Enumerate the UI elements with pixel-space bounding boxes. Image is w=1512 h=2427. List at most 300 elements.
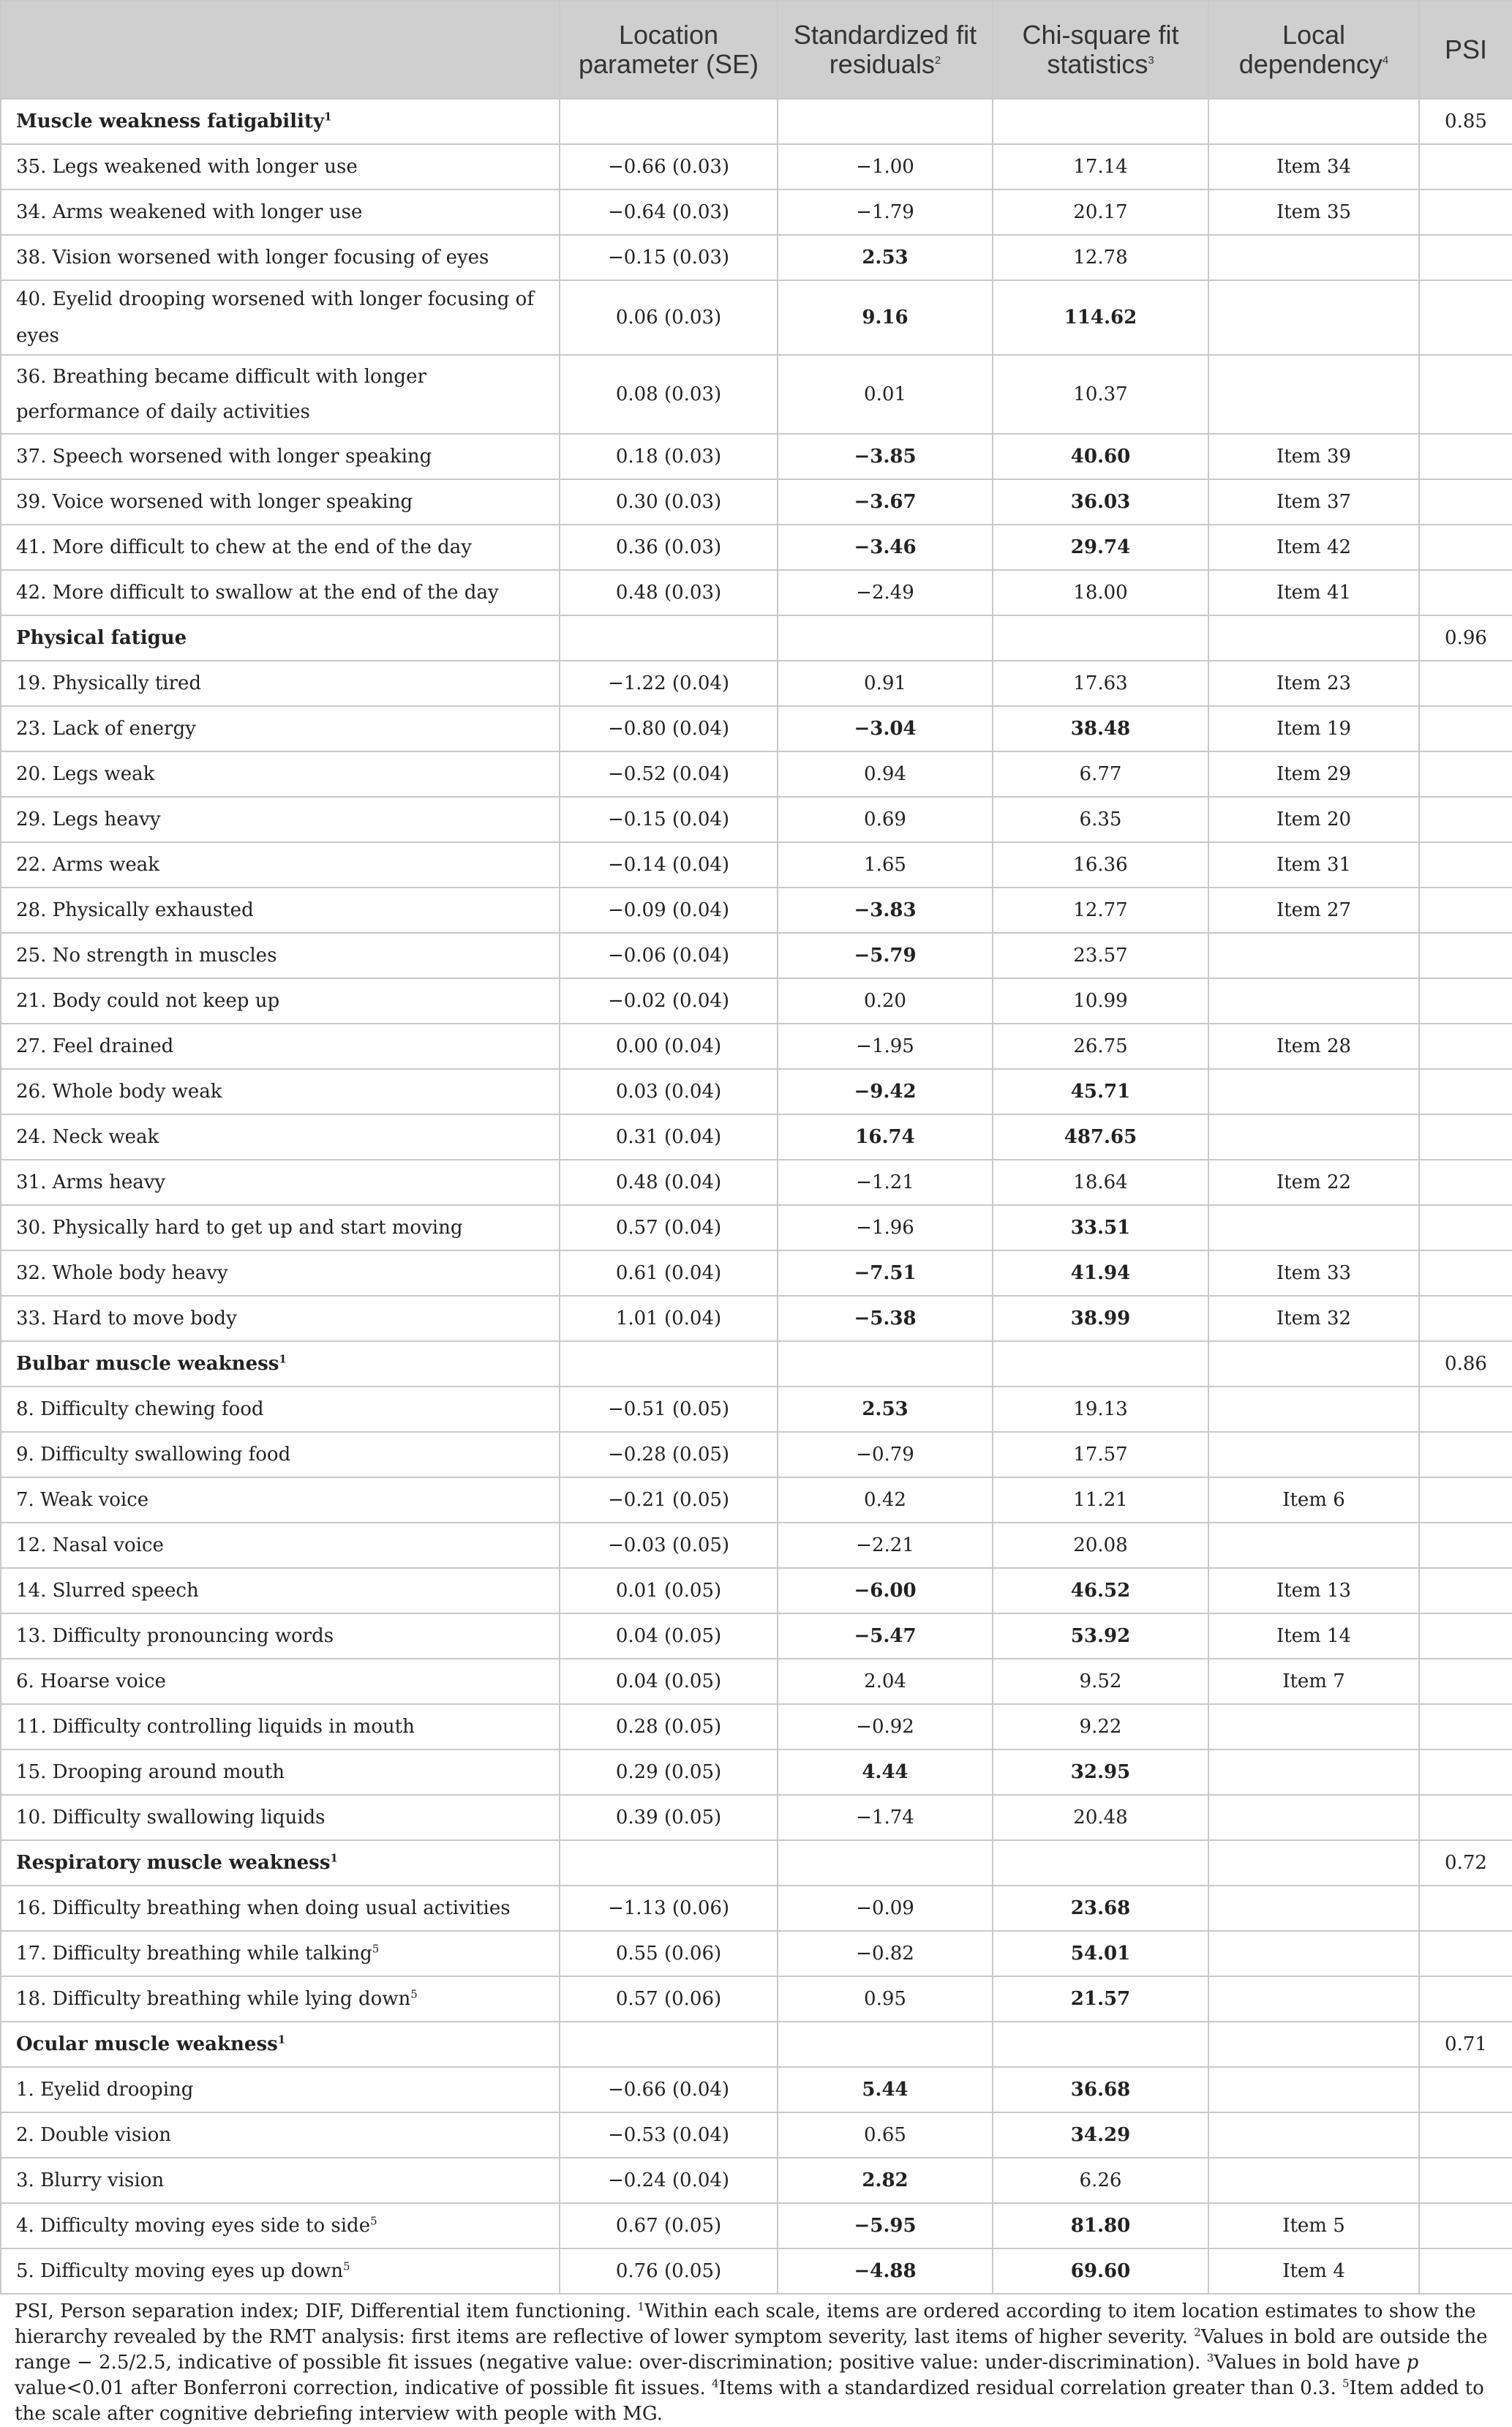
psi-empty [1419,1795,1512,1840]
item-label: 25. No strength in muscles [16,945,277,967]
local-dependency [1208,933,1419,978]
local-dependency [1208,1931,1419,1976]
local-dependency: Item 4 [1208,2248,1419,2294]
psi-empty [1419,355,1512,434]
item-label: 26. Whole body weak [16,1081,222,1103]
chi-square-statistic: 114.62 [993,280,1208,355]
chi-square-statistic: 69.60 [993,2248,1208,2294]
empty-cell [560,615,778,661]
table-row [1,1795,1512,1840]
header-chisq-footnote-mark: 3 [1148,54,1154,67]
item-cell [1,1296,560,1341]
chi-square-statistic: 29.74 [993,525,1208,570]
psi-empty [1419,751,1512,797]
table-row [1,1523,1512,1568]
psi-empty [1419,888,1512,933]
chi-square-statistic: 10.99 [993,978,1208,1024]
item-label: 22. Arms weak [16,854,159,876]
item-cell [1,1886,560,1931]
item-label: 27. Feel drained [16,1035,174,1057]
psi-empty [1419,2112,1512,2158]
local-dependency [1208,355,1419,434]
empty-cell [560,2022,778,2067]
standardized-residual: 4.44 [778,1749,993,1795]
standardized-residual: 0.01 [778,355,993,434]
psi-empty [1419,978,1512,1024]
table-row [1,1886,1512,1931]
location-parameter: −0.14 (0.04) [560,842,778,888]
local-dependency: Item 35 [1208,190,1419,235]
item-label: 21. Body could not keep up [16,990,280,1012]
empty-cell [993,2022,1208,2067]
item-label: 18. Difficulty breathing while lying down [16,1988,411,2010]
item-label: 30. Physically hard to get up and start moving [16,1217,463,1239]
chi-square-statistic: 32.95 [993,1749,1208,1795]
standardized-residual: 16.74 [778,1114,993,1160]
header-localdep-footnote-mark: 4 [1382,54,1389,67]
location-parameter: −0.15 (0.03) [560,235,778,280]
psi-empty [1419,2248,1512,2294]
psi-empty [1419,1477,1512,1523]
chi-square-statistic: 19.13 [993,1387,1208,1432]
location-parameter: 0.76 (0.05) [560,2248,778,2294]
header-item [1,1,560,99]
psi-empty [1419,1613,1512,1659]
header-chisq-label: Chi-square fit statistics [1022,20,1179,79]
location-parameter: 0.29 (0.05) [560,1749,778,1795]
empty-cell [1208,1840,1419,1886]
item-cell [1,479,560,525]
location-parameter: 0.08 (0.03) [560,355,778,434]
table-row [1,190,1512,235]
psi-empty [1419,797,1512,842]
empty-cell [778,1341,993,1387]
standardized-residual: −5.79 [778,933,993,978]
item-label: 8. Difficulty chewing food [16,1398,264,1420]
empty-cell [1208,1341,1419,1387]
chi-square-statistic: 34.29 [993,2112,1208,2158]
location-parameter: −1.13 (0.06) [560,1886,778,1931]
chi-square-statistic: 41.94 [993,1250,1208,1296]
item-cell [1,525,560,570]
psi-empty [1419,479,1512,525]
location-parameter: −0.06 (0.04) [560,933,778,978]
location-parameter: 0.28 (0.05) [560,1704,778,1749]
location-parameter: 0.03 (0.04) [560,1069,778,1114]
standardized-residual: −3.67 [778,479,993,525]
standardized-residual: 0.42 [778,1477,993,1523]
location-parameter: −0.03 (0.05) [560,1523,778,1568]
psi-value: 0.72 [1419,1840,1512,1886]
standardized-residual: −9.42 [778,1069,993,1114]
local-dependency: Item 41 [1208,570,1419,615]
item-footnote-mark: 5 [372,1942,380,1956]
chi-square-statistic: 38.48 [993,706,1208,751]
item-label: 28. Physically exhausted [16,899,254,921]
chi-square-statistic: 33.51 [993,1205,1208,1250]
item-cell [1,1749,560,1795]
empty-cell [993,1840,1208,1886]
footnote-3-p-italic: p [1406,2352,1419,2374]
location-parameter: 0.36 (0.03) [560,525,778,570]
item-cell [1,434,560,479]
item-label: 34. Arms weakened with longer use [16,201,363,223]
local-dependency [1208,2158,1419,2203]
location-parameter: 0.01 (0.05) [560,1568,778,1613]
item-cell [1,751,560,797]
location-parameter: −0.24 (0.04) [560,2158,778,2203]
empty-cell [560,1341,778,1387]
psi-empty [1419,1205,1512,1250]
standardized-residual: −1.21 [778,1160,993,1205]
location-parameter: 0.61 (0.04) [560,1250,778,1296]
table-row [1,1477,1512,1523]
item-cell [1,1795,560,1840]
psi-empty [1419,1886,1512,1931]
chi-square-statistic: 36.03 [993,479,1208,525]
item-cell [1,1931,560,1976]
chi-square-statistic: 36.68 [993,2067,1208,2112]
local-dependency [1208,2067,1419,2112]
item-cell [1,842,560,888]
psi-empty [1419,842,1512,888]
section-row [1,1840,1512,1886]
location-parameter: 0.48 (0.03) [560,570,778,615]
empty-cell [778,2022,993,2067]
empty-cell [993,1341,1208,1387]
header-localdep-label: Local dependency [1238,20,1383,79]
standardized-residual: 0.95 [778,1976,993,2022]
location-parameter: 0.04 (0.05) [560,1613,778,1659]
item-cell [1,1432,560,1477]
item-cell [1,1069,560,1114]
standardized-residual: −0.79 [778,1432,993,1477]
location-parameter: −0.15 (0.04) [560,797,778,842]
section-name [1,1341,560,1387]
item-label: 16. Difficulty breathing when doing usual activities [16,1897,511,1919]
item-cell [1,1387,560,1432]
standardized-residual: 9.16 [778,280,993,355]
item-label: 3. Blurry vision [16,2169,165,2191]
item-cell [1,1024,560,1069]
local-dependency: Item 5 [1208,2203,1419,2248]
chi-square-statistic: 9.52 [993,1659,1208,1704]
location-parameter: −0.66 (0.03) [560,144,778,190]
item-cell [1,144,560,190]
chi-square-statistic: 17.63 [993,661,1208,706]
local-dependency [1208,1886,1419,1931]
section-row [1,2022,1512,2067]
item-cell [1,978,560,1024]
footnote-mark-2: 2 [1194,2325,1201,2339]
section-name [1,99,560,144]
table-row [1,1704,1512,1749]
table-row [1,355,1512,434]
item-label: 20. Legs weak [16,763,155,785]
psi-empty [1419,525,1512,570]
item-label: 39. Voice worsened with longer speaking [16,491,413,513]
psi-empty [1419,661,1512,706]
standardized-residual: −7.51 [778,1250,993,1296]
chi-square-statistic: 81.80 [993,2203,1208,2248]
section-footnote-mark: 1 [324,110,332,124]
item-label: 12. Nasal voice [16,1534,164,1556]
section-row [1,1341,1512,1387]
footnote-mark-4: 4 [712,2377,719,2390]
location-parameter: −0.64 (0.03) [560,190,778,235]
psi-empty [1419,2067,1512,2112]
table-row [1,661,1512,706]
standardized-residual: −4.88 [778,2248,993,2294]
standardized-residual: −5.38 [778,1296,993,1341]
location-parameter: −0.28 (0.05) [560,1432,778,1477]
item-label: 17. Difficulty breathing while talking [16,1943,372,1965]
location-parameter: 0.04 (0.05) [560,1659,778,1704]
psi-empty [1419,1523,1512,1568]
item-cell [1,2248,560,2294]
standardized-residual: −3.46 [778,525,993,570]
local-dependency [1208,1114,1419,1160]
psi-empty [1419,190,1512,235]
chi-square-statistic: 20.48 [993,1795,1208,1840]
standardized-residual: −3.83 [778,888,993,933]
location-parameter: 0.31 (0.04) [560,1114,778,1160]
table-row [1,570,1512,615]
local-dependency [1208,2112,1419,2158]
location-parameter: −0.02 (0.04) [560,978,778,1024]
section-title: Physical fatigue [16,627,187,649]
local-dependency: Item 7 [1208,1659,1419,1704]
standardized-residual: 0.94 [778,751,993,797]
local-dependency: Item 33 [1208,1250,1419,1296]
standardized-residual: 2.53 [778,235,993,280]
psi-empty [1419,1160,1512,1205]
item-cell [1,1160,560,1205]
item-cell [1,706,560,751]
chi-square-statistic: 6.77 [993,751,1208,797]
section-row [1,615,1512,661]
item-label: 24. Neck weak [16,1126,159,1148]
chi-square-statistic: 53.92 [993,1613,1208,1659]
item-label: 36. Breathing became difficult with longer performance of daily activities [16,366,426,423]
item-cell [1,2203,560,2248]
standardized-residual: 0.69 [778,797,993,842]
header-row [1,1,1512,99]
location-parameter: 0.57 (0.04) [560,1205,778,1250]
item-label: 37. Speech worsened with longer speaking [16,446,432,468]
section-footnote-mark: 1 [277,2033,286,2047]
psi-value: 0.86 [1419,1341,1512,1387]
empty-cell [560,1840,778,1886]
location-parameter: 0.67 (0.05) [560,2203,778,2248]
section-title: Respiratory muscle weakness [16,1852,331,1874]
table-row [1,751,1512,797]
table-row [1,1568,1512,1613]
chi-square-statistic: 9.22 [993,1704,1208,1749]
chi-square-statistic: 40.60 [993,434,1208,479]
table-row [1,280,1512,355]
chi-square-statistic: 20.17 [993,190,1208,235]
chi-square-statistic: 12.78 [993,235,1208,280]
psi-empty [1419,570,1512,615]
chi-square-statistic: 17.14 [993,144,1208,190]
chi-square-statistic: 46.52 [993,1568,1208,1613]
item-label: 32. Whole body heavy [16,1262,228,1284]
table-row [1,479,1512,525]
item-label: 33. Hard to move body [16,1308,237,1329]
item-cell [1,1250,560,1296]
local-dependency: Item 29 [1208,751,1419,797]
chi-square-statistic: 487.65 [993,1114,1208,1160]
table-row [1,1659,1512,1704]
item-cell [1,2158,560,2203]
chi-square-statistic: 18.00 [993,570,1208,615]
table-footnote [15,2299,1500,2427]
location-parameter: −0.80 (0.04) [560,706,778,751]
psi-empty [1419,1704,1512,1749]
item-cell [1,2067,560,2112]
location-parameter: 0.18 (0.03) [560,434,778,479]
chi-square-statistic: 6.35 [993,797,1208,842]
item-cell [1,1477,560,1523]
empty-cell [778,99,993,144]
header-chi-square [993,1,1208,99]
standardized-residual: −6.00 [778,1568,993,1613]
table-row [1,235,1512,280]
standardized-residual: −0.09 [778,1886,993,1931]
section-title: Bulbar muscle weakness [16,1353,279,1375]
standardized-residual: −1.96 [778,1205,993,1250]
item-cell [1,1523,560,1568]
psi-value: 0.96 [1419,615,1512,661]
header-location-parameter [560,1,778,99]
standardized-residual: −2.21 [778,1523,993,1568]
location-parameter: 0.39 (0.05) [560,1795,778,1840]
footnote-2-text: Values in bold are outside the range − 2.5/2.5, indicative of possible fit issues (negative value: over-discrimination; positive value: under-discrimination). [15,2326,1488,2374]
psi-value: 0.85 [1419,99,1512,144]
location-parameter: −0.66 (0.04) [560,2067,778,2112]
chi-square-statistic: 23.57 [993,933,1208,978]
table-row [1,2067,1512,2112]
item-label: 29. Legs heavy [16,809,161,830]
item-cell [1,1976,560,2022]
standardized-residual: −0.82 [778,1931,993,1976]
standardized-residual: 0.91 [778,661,993,706]
table-row [1,2248,1512,2294]
psi-empty [1419,1976,1512,2022]
section-title: Muscle weakness fatigability [16,110,325,132]
table-row [1,1069,1512,1114]
item-cell [1,1659,560,1704]
table-row [1,144,1512,190]
location-parameter: −0.51 (0.05) [560,1387,778,1432]
local-dependency: Item 14 [1208,1613,1419,1659]
table-row [1,1114,1512,1160]
location-parameter: −0.53 (0.04) [560,2112,778,2158]
empty-cell [993,99,1208,144]
chi-square-statistic: 11.21 [993,1477,1208,1523]
table-row [1,1387,1512,1432]
section-name [1,615,560,661]
chi-square-statistic: 12.77 [993,888,1208,933]
empty-cell [778,615,993,661]
local-dependency [1208,280,1419,355]
item-cell [1,661,560,706]
local-dependency [1208,1069,1419,1114]
empty-cell [778,1840,993,1886]
location-parameter: 0.57 (0.06) [560,1976,778,2022]
local-dependency [1208,1205,1419,1250]
local-dependency [1208,1432,1419,1477]
item-cell [1,235,560,280]
item-label: 13. Difficulty pronouncing words [16,1625,334,1647]
table-row [1,525,1512,570]
local-dependency: Item 22 [1208,1160,1419,1205]
header-residual-label: Standardized fit residuals [793,20,977,79]
local-dependency [1208,1704,1419,1749]
header-standardized-residuals [778,1,993,99]
item-label: 38. Vision worsened with longer focusing of eyes [16,247,489,269]
local-dependency: Item 28 [1208,1024,1419,1069]
section-title: Ocular muscle weakness [16,2033,278,2055]
header-location-label: Location parameter (SE) [578,20,759,79]
item-label: 6. Hoarse voice [16,1670,166,1692]
table-row [1,2203,1512,2248]
chi-square-statistic: 21.57 [993,1976,1208,2022]
table-row [1,933,1512,978]
table-row [1,1250,1512,1296]
location-parameter: 0.48 (0.04) [560,1160,778,1205]
local-dependency: Item 20 [1208,797,1419,842]
standardized-residual: 2.04 [778,1659,993,1704]
header-residual-footnote-mark: 2 [934,54,941,67]
item-footnote-mark: 5 [410,1987,418,2001]
section-name [1,2022,560,2067]
standardized-residual: −5.95 [778,2203,993,2248]
psi-empty [1419,280,1512,355]
item-label: 40. Eyelid drooping worsened with longer focusing of eyes [16,288,534,347]
local-dependency: Item 34 [1208,144,1419,190]
section-footnote-mark: 1 [330,1851,338,1865]
local-dependency [1208,1749,1419,1795]
standardized-residual: 5.44 [778,2067,993,2112]
psi-empty [1419,1250,1512,1296]
local-dependency: Item 32 [1208,1296,1419,1341]
standardized-residual: 1.65 [778,842,993,888]
standardized-residual: 2.82 [778,2158,993,2203]
chi-square-statistic: 17.57 [993,1432,1208,1477]
psi-empty [1419,1387,1512,1432]
chi-square-statistic: 16.36 [993,842,1208,888]
footnote-3-text-a: Values in bold have [1214,2352,1407,2374]
standardized-residual: 0.65 [778,2112,993,2158]
location-parameter: 1.01 (0.04) [560,1296,778,1341]
table-row [1,2112,1512,2158]
psi-empty [1419,144,1512,190]
empty-cell [993,615,1208,661]
standardized-residual: 0.20 [778,978,993,1024]
local-dependency [1208,1387,1419,1432]
standardized-residual: −1.00 [778,144,993,190]
section-footnote-mark: 1 [279,1352,287,1366]
empty-cell [560,99,778,144]
empty-cell [1208,615,1419,661]
local-dependency [1208,978,1419,1024]
chi-square-statistic: 20.08 [993,1523,1208,1568]
item-label: 11. Difficulty controlling liquids in mouth [16,1716,415,1738]
psi-empty [1419,1296,1512,1341]
local-dependency [1208,1976,1419,2022]
